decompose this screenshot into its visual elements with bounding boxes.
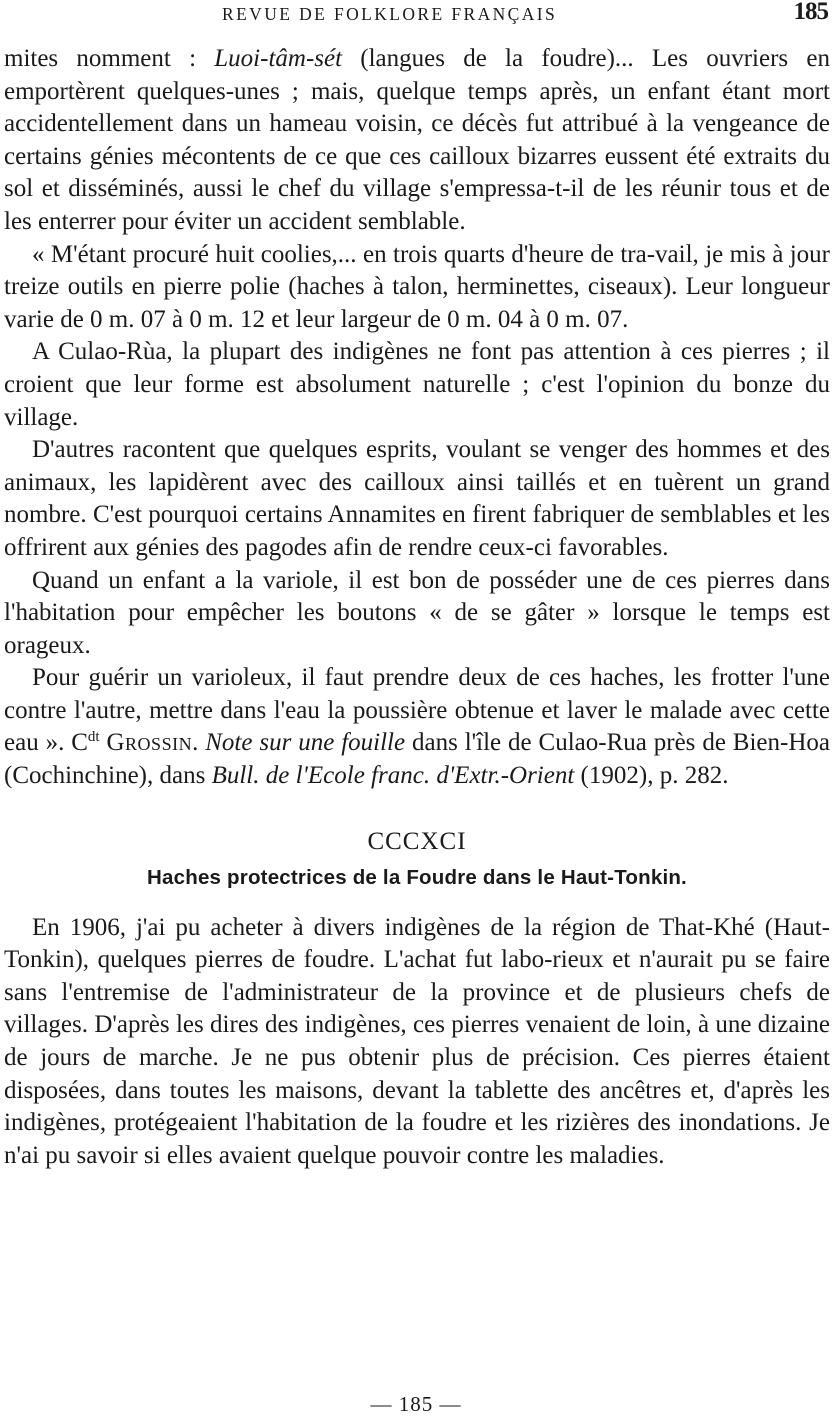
text-segment: Quand un enfant a la variole, il est bon de posséder une de ces pierres dans l'habitation pour empêcher les boutons « de se gâter » lorsque le temps est orageux. bbox=[4, 566, 830, 659]
text-segment: dt bbox=[87, 729, 100, 746]
text-segment bbox=[100, 729, 107, 756]
running-title: REVUE DE FOLKLORE FRANÇAIS bbox=[222, 4, 558, 24]
paragraphs-after-section bbox=[4, 912, 830, 1173]
paragraphs-before-section bbox=[4, 43, 830, 793]
running-head bbox=[0, 2, 832, 32]
section-number: CCCXCI bbox=[367, 827, 467, 855]
text-segment: (1902), p. 282. bbox=[574, 762, 729, 790]
text-segment: Luoi-tâm-sét bbox=[214, 45, 343, 72]
paragraph bbox=[4, 434, 830, 564]
footer-page-number: — 185 — bbox=[370, 1392, 462, 1416]
text-segment: dans l'île de Culao-Rua près de Bien-Hoa (Cochinchine), dans bbox=[4, 729, 831, 790]
text-segment: Grossin bbox=[106, 729, 193, 757]
header-page-number: 185 bbox=[793, 0, 828, 25]
text-segment: Bull. de l'Ecole franc. d'Extr.-Orient bbox=[211, 762, 575, 790]
text-segment: D'autres racontent que quelques esprits, voulant se venger des hommes et des animaux, les lapidèrent avec des cailloux ainsi taillés et en tuèrent un grand nombre. C'est pourquoi certains Annamites en firent fabriquer de semblables et les offrirent aux génies des pagodes afin de rendre ceux-ci favorables. bbox=[4, 436, 830, 561]
text-segment: mites nomment : bbox=[4, 45, 215, 72]
text-segment: (langues de la foudre)... Les ouvriers en emportèrent quelques-unes ; mais, quelque temps après, un enfant étant mort accidentellement dans un hameau voisin, ce décès fut attribué à la vengeance de certains génies mécontents de ce que ces cailloux bizarres eussent été extraits du sol et disséminés, aussi le chef du village s'empressa-t-il de les réunir tous et de les enterrer pour éviter un accident semblable. bbox=[4, 45, 830, 235]
body-text bbox=[4, 43, 830, 1172]
section-title: Haches protectrices de la Foudre dans le Haut-Tonkin. bbox=[147, 865, 687, 889]
paragraph bbox=[4, 239, 830, 337]
paragraph bbox=[4, 565, 830, 663]
paragraph bbox=[4, 43, 830, 239]
text-segment: A Culao-Rùa, la plupart des indigènes ne font pas attention à ces pierres ; il croient que leur forme est absolument naturelle ; c'est l'opinion du bonze du village. bbox=[4, 338, 830, 431]
paragraph bbox=[4, 912, 830, 1173]
text-segment: . bbox=[192, 729, 206, 757]
paragraph bbox=[4, 336, 830, 434]
text-segment: « M'étant procuré huit coolies,... en trois quarts d'heure de tra-vail, je mis à jour treize outils en pierre polie (haches à talon, herminettes, ciseaux). Leur longueur varie de 0 m. 07 à 0 m. 12 et leur largeur de 0 m. 04 à 0 m. 07. bbox=[4, 240, 830, 333]
text-segment: Note sur une fouille bbox=[205, 729, 406, 757]
text-segment: Pour guérir un varioleux, il faut prendre deux de ces haches, les frotter l'une contre l'autre, mettre dans l'eau la poussière obtenue et laver le malade avec cette eau ». C bbox=[4, 664, 830, 757]
text-segment: En 1906, j'ai pu acheter à divers indigènes de la région de That-Khé (Haut-Tonkin), quelques pierres de foudre. L'achat fut labo-rieux et n'aurait pu se faire sans l'entremise de l'administrateur de la province et de plusieurs chefs de villages. D'après les dires des indigènes, ces pierres venaient de loin, à une dizaine de jours de marche. Je ne pus obtenir plus de précision. Ces pierres étaient disposées, dans toutes les maisons, devant la tablette des ancêtres et, d'après les indigènes, protégeaient l'habitation de la foudre et les rizières des inondations. Je n'ai pu savoir si elles avaient quelque pouvoir contre les maladies. bbox=[4, 913, 830, 1169]
paragraph bbox=[4, 662, 830, 792]
